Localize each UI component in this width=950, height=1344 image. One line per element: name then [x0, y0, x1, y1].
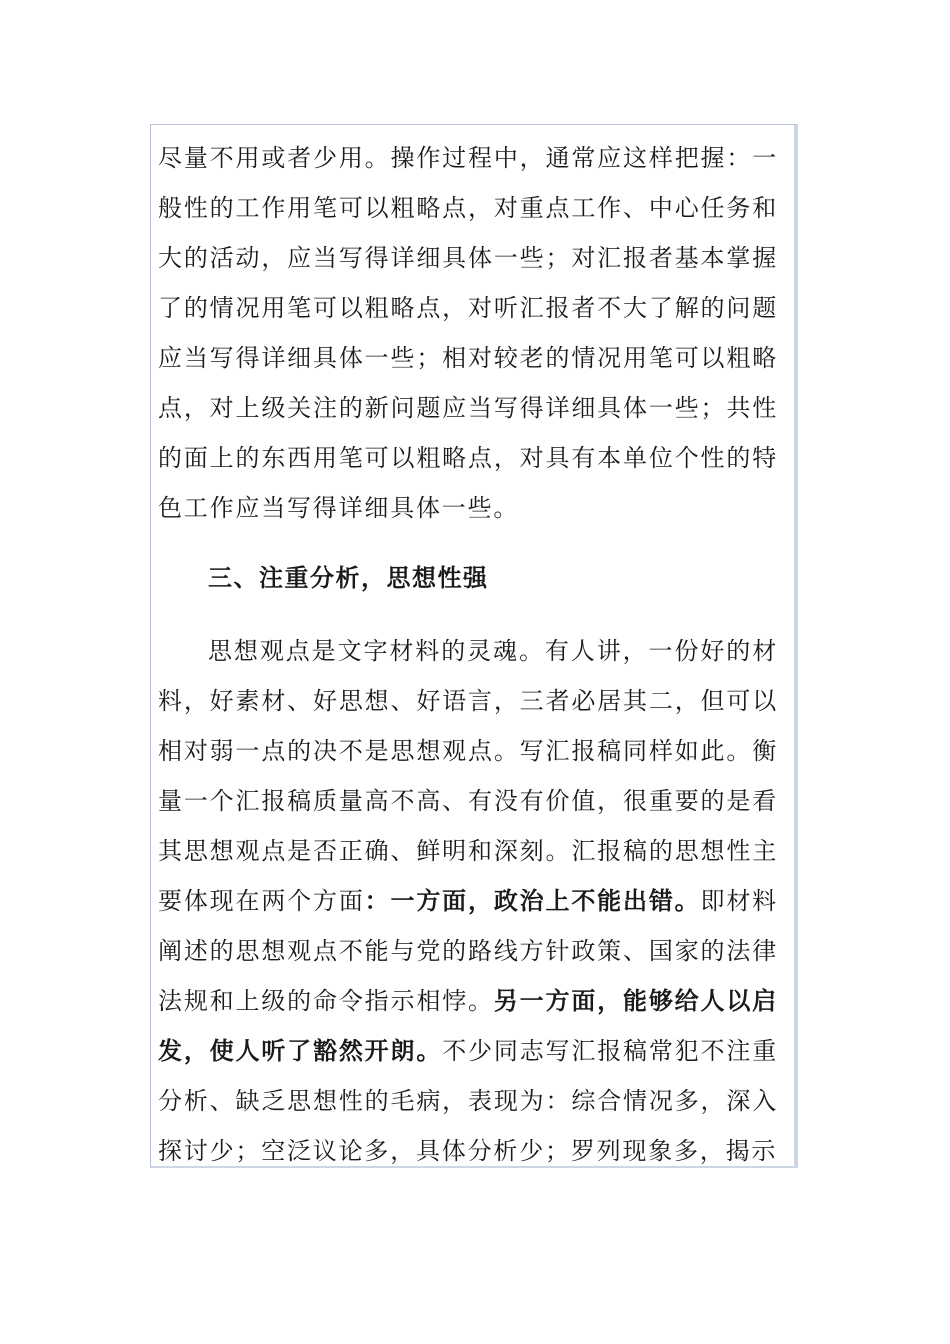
- paragraph-2: [158, 626, 778, 1166]
- paragraph-2-bold-1: ：一方面，政治上不能出错。: [364, 887, 701, 915]
- paragraph-2-text-1: 思想观点是文字材料的灵魂。有人讲，一份好的材料，好素材、好思想、好语言，三者必居其二，但可以相对弱一点的决不是思想观点。写汇报稿同样如此。衡量一个汇报稿质量高不高、有没有价值，很重要的是看其思想观点是否正确、鲜明和深刻。汇报稿的思想性主要体现在两个方面: [158, 637, 778, 915]
- paragraph-2-text-2: 即材料阐述的思想观点不能与党的路线方针政策、国家的法律法规和上级的命令指示相悖。: [158, 887, 778, 1015]
- paragraph-1: 尽量不用或者少用。操作过程中，通常应这样把握：一般性的工作用笔可以粗略点，对重点工作、中心任务和大的活动，应当写得详细具体一些；对汇报者基本掌握了的情况用笔可以粗略点，对听汇报者不大了解的问题应当写得详细具体一些；相对较老的情况用笔可以粗略点，对上级关注的新问题应当写得详细具体一些；共性的面上的东西用笔可以粗略点，对具有本单位个性的特色工作应当写得详细具体一些。: [158, 144, 778, 522]
- section-heading: 三、注重分析，思想性强: [208, 564, 489, 592]
- paragraph-2-bold-2: 另一方面，能够给人以启发，使人听了豁然开朗。: [158, 987, 778, 1065]
- paragraph-2-text-3: 不少同志写汇报稿常犯不注重分析、缺乏思想性的毛病，表现为：综合情况多，深入探讨少；空泛议论多，具体分析少；罗列现象多，揭示: [158, 1037, 778, 1165]
